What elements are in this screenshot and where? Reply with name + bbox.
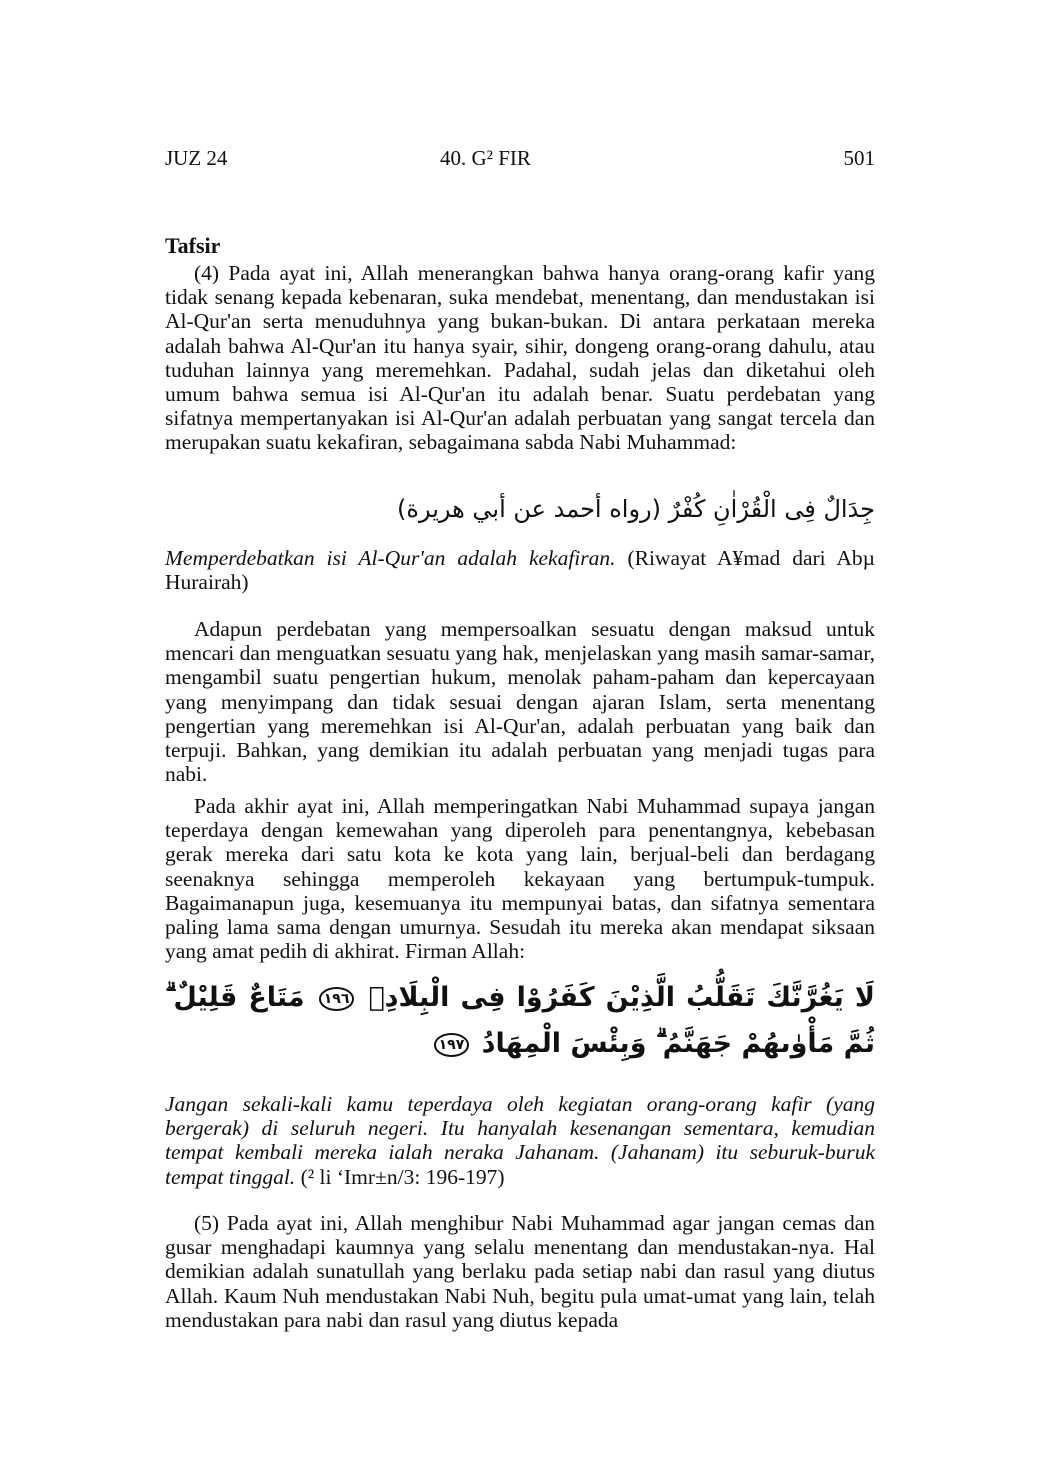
juz-label: JUZ 24 [165,146,228,170]
running-header [165,146,875,172]
paragraph-5: (5) Pada ayat ini, Allah menghibur Nabi Muhammad agar jangan cemas dan gusar menghadapi kaumnya yang selalu menentang dan mendustakan-nya. Hal demikian adalah sunatullah yang berlaku pada setiap nabi dan rasul yang diutus Allah. Kaum Nuh mendustakan Nabi Nuh, begitu pula umat-umat yang lain, telah mendustakan para nabi dan rasul yang diutus kepada [165,1211,875,1332]
ayah-marker-197: ١٩٧ [434,1033,470,1057]
verse-source: (² li ‘Imr±n/3: 196-197) [300,1164,505,1189]
paragraph-warning: Pada akhir ayat ini, Allah memperingatkan Nabi Muhammad supaya jangan teperdaya dengan kemewahan yang diperoleh para penentangnya, kebebasan gerak mereka dari satu kota ke kota yang lain, berjual-beli dan berdagang seenaknya sehingga memperoleh kekayaan yang bertumpuk-tumpuk. Bagaimanapun juga, kesemuanya itu mempunyai batas, dan sifatnya sementara paling lama sama dengan umurnya. Sesudah itu mereka akan mendapat siksaan yang amat pedih di akhirat. Firman Allah: [165,794,875,964]
hadith-source: (Riwayat A¥mad dari Abµ Hurairah) [165,546,876,595]
verse-translation-text: Jangan sekali-kali kamu teperdaya oleh kegiatan orang-orang kafir (yang bergerak) di seluruh negeri. Itu hanyalah kesenangan sementara, kemudian tempat kembali mereka ialah neraka Jahanam. (Jahanam) itu seburuk-buruk tempat tinggal. [165,1092,875,1189]
page-number: 501 [843,146,875,170]
surah-label: 40. G² FIR [440,146,531,170]
hadith-translation-text: Memperdebatkan isi Al-Qur'an adalah kekafiran. [165,546,616,570]
quran-verse [165,975,875,1067]
hadith-translation [165,546,875,594]
verse-197-text: مَتَاعٌ قَلِيْلٌ ۗ ثُمَّ مَأْوٰىهُمْ جَهَنَّمُ ۗ وَبِئْسَ الْمِهَادُ [165,982,875,1059]
ayah-marker-196: ١٩٦ [319,987,355,1011]
section-title: Tafsir [165,233,221,258]
verse-196-text: لَا يَغُرَّنَّكَ تَقَلُّبُ الَّذِيْنَ كَفَرُوْا فِى الْبِلَادِۗ [368,982,875,1013]
paragraph-4: (4) Pada ayat ini, Allah menerangkan bahwa hanya orang-orang kafir yang tidak senang kepada kebenaran, suka mendebat, menentang, dan mendustakan isi Al-Qur'an serta menuduhnya yang bukan-bukan. Di antara perkataan mereka adalah bahwa Al-Qur'an itu hanya syair, sihir, dongeng orang-orang dahulu, atau tuduhan lainnya yang meremehkan. Padahal, sudah jelas dan diketahui oleh umum bahwa semua isi Al-Qur'an itu adalah benar. Suatu perdebatan yang sifatnya mempertanyakan isi Al-Qur'an adalah perbuatan yang sangat tercela dan merupakan suatu kekafiran, sebagaimana sabda Nabi Muhammad: [165,261,875,455]
verse-translation [165,1092,875,1189]
paragraph-debate: Adapun perdebatan yang mempersoalkan sesuatu dengan maksud untuk mencari dan menguatkan sesuatu yang hak, menjelaskan yang masih samar-samar, mengambil suatu pengertian hukum, menolak paham-paham dan kepercayaan yang menyimpang dan tidak sesuai dengan ajaran Islam, serta menentang pengertian yang meremehkan isi Al-Qur'an, adalah perbuatan yang baik dan terpuji. Bahkan, yang demikian itu adalah perbuatan yang menjadi tugas para nabi. [165,617,875,787]
hadith-arabic: جِدَالٌ فِى الْقُرْاٰنِ كُفْرٌ (رواه أحمد عن أبي هريرة) [397,495,875,523]
